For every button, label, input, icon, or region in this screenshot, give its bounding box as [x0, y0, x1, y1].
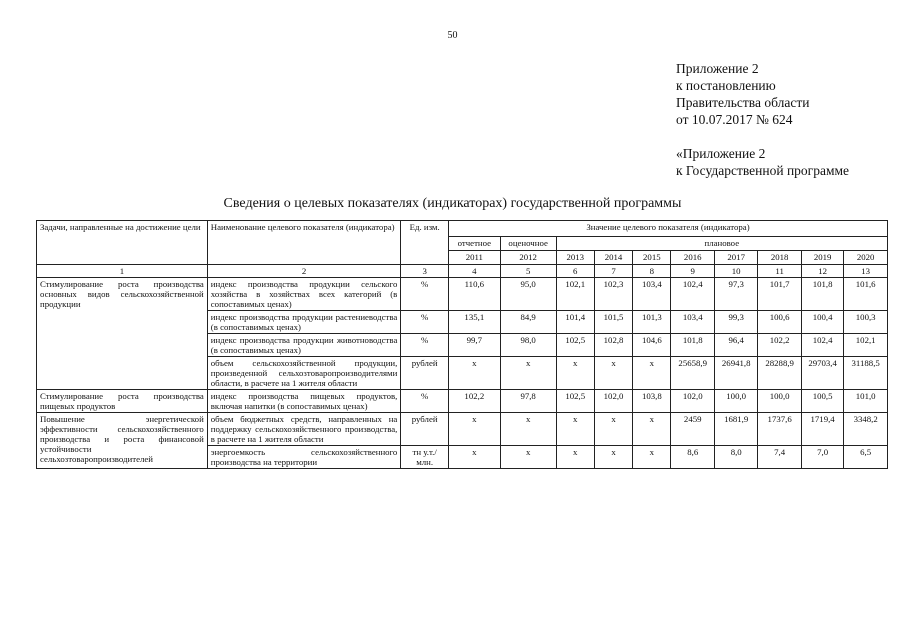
value-cell: 102,2 [758, 334, 801, 357]
value-cell: х [556, 413, 594, 446]
value-cell: 102,1 [844, 334, 888, 357]
column-number: 7 [594, 265, 632, 278]
value-cell: х [594, 446, 632, 469]
value-cell: 100,0 [758, 390, 801, 413]
header-reported: отчетное [448, 237, 500, 251]
value-cell: 29703,4 [801, 357, 843, 390]
column-number: 13 [844, 265, 888, 278]
unit-cell: % [401, 311, 449, 334]
column-number: 11 [758, 265, 801, 278]
value-cell: 28288,9 [758, 357, 801, 390]
value-cell: 100,4 [801, 311, 843, 334]
value-cell: х [633, 413, 671, 446]
column-number: 5 [500, 265, 556, 278]
value-cell: 110,6 [448, 278, 500, 311]
header-unit: Ед. изм. [401, 221, 449, 265]
column-number-row [37, 265, 888, 278]
appendix-line: к Государственной программе [676, 163, 850, 178]
year-cell: 2015 [633, 251, 671, 265]
value-cell: х [500, 357, 556, 390]
value-cell: 1681,9 [714, 413, 757, 446]
value-cell: 102,1 [556, 278, 594, 311]
value-cell: 97,8 [500, 390, 556, 413]
header-estimated: оценочное [500, 237, 556, 251]
value-cell: 8,0 [714, 446, 757, 469]
spacer [676, 128, 849, 145]
value-cell: 100,6 [758, 311, 801, 334]
appendix-line: Правительства области [676, 95, 810, 110]
value-cell: 102,0 [671, 390, 714, 413]
indicator-cell: объем сельскохозяйственной продукции, произведенной сельхозтоваропроизводителями области, в расчете на 1 жителя области [207, 357, 401, 390]
value-cell: 102,5 [556, 390, 594, 413]
value-cell: 101,6 [844, 278, 888, 311]
value-cell: 1719,4 [801, 413, 843, 446]
value-cell: 3348,2 [844, 413, 888, 446]
value-cell: 101,8 [801, 278, 843, 311]
year-cell: 2013 [556, 251, 594, 265]
value-cell: 102,4 [671, 278, 714, 311]
indicator-cell: индекс производства продукции сельского хозяйства в хозяйствах всех категорий (в сопоставимых ценах) [207, 278, 401, 311]
year-cell: 2014 [594, 251, 632, 265]
appendix-line: к постановлению [676, 78, 776, 93]
value-cell: 97,3 [714, 278, 757, 311]
unit-cell: % [401, 278, 449, 311]
appendix-block [676, 60, 849, 179]
value-cell: х [448, 413, 500, 446]
value-cell: 102,3 [594, 278, 632, 311]
value-cell: 101,8 [671, 334, 714, 357]
table-row [37, 413, 888, 446]
column-number: 2 [207, 265, 401, 278]
column-number: 9 [671, 265, 714, 278]
value-cell: 102,2 [448, 390, 500, 413]
column-number: 1 [37, 265, 208, 278]
header-value: Значение целевого показателя (индикатора) [448, 221, 887, 237]
value-cell: х [500, 413, 556, 446]
value-cell: 99,3 [714, 311, 757, 334]
unit-cell: рублей [401, 413, 449, 446]
header-tasks: Задачи, направленные на достижение цели [37, 221, 208, 265]
value-cell: 102,5 [556, 334, 594, 357]
value-cell: 101,5 [594, 311, 632, 334]
value-cell: х [594, 413, 632, 446]
header-row [37, 221, 888, 237]
indicator-cell: индекс производства продукции растениеводства (в сопоставимых ценах) [207, 311, 401, 334]
task-cell: Стимулирование роста производства пищевых продуктов [37, 390, 208, 413]
value-cell: х [448, 446, 500, 469]
indicator-cell: объем бюджетных средств, направленных на поддержку сельскохозяйственного производства, в расчете на 1 жителя области [207, 413, 401, 446]
year-cell: 2011 [448, 251, 500, 265]
year-cell: 2018 [758, 251, 801, 265]
year-cell: 2019 [801, 251, 843, 265]
value-cell: х [633, 357, 671, 390]
value-cell: 1737,6 [758, 413, 801, 446]
indicators-table [36, 220, 888, 469]
value-cell: х [556, 446, 594, 469]
value-cell: 135,1 [448, 311, 500, 334]
column-number: 6 [556, 265, 594, 278]
appendix-line: от 10.07.2017 № 624 [676, 112, 793, 127]
value-cell: х [633, 446, 671, 469]
page-number: 50 [447, 30, 458, 41]
header-indicator: Наименование целевого показателя (индикатора) [207, 221, 401, 265]
value-cell: 8,6 [671, 446, 714, 469]
value-cell: 102,4 [801, 334, 843, 357]
value-cell: 6,5 [844, 446, 888, 469]
column-number: 3 [401, 265, 449, 278]
value-cell: 25658,9 [671, 357, 714, 390]
value-cell: х [500, 446, 556, 469]
year-cell: 2016 [671, 251, 714, 265]
value-cell: 101,4 [556, 311, 594, 334]
column-number: 4 [448, 265, 500, 278]
value-cell: 102,0 [594, 390, 632, 413]
document-title: Сведения о целевых показателях (индикаторах) государственной программы [223, 196, 682, 211]
value-cell: 96,4 [714, 334, 757, 357]
indicator-cell: индекс производства продукции животноводства (в сопоставимых ценах) [207, 334, 401, 357]
table-row [37, 390, 888, 413]
year-cell: 2020 [844, 251, 888, 265]
value-cell: 98,0 [500, 334, 556, 357]
value-cell: 95,0 [500, 278, 556, 311]
column-number: 12 [801, 265, 843, 278]
value-cell: 99,7 [448, 334, 500, 357]
unit-cell: % [401, 390, 449, 413]
column-number: 8 [633, 265, 671, 278]
value-cell: 103,4 [671, 311, 714, 334]
value-cell: 31188,5 [844, 357, 888, 390]
value-cell: 100,5 [801, 390, 843, 413]
indicator-cell: индекс производства пищевых продуктов, включая напитки (в сопоставимых ценах) [207, 390, 401, 413]
appendix-line: «Приложение 2 [676, 146, 766, 161]
appendix-line: Приложение 2 [676, 61, 759, 76]
value-cell: 84,9 [500, 311, 556, 334]
value-cell: х [448, 357, 500, 390]
column-number: 10 [714, 265, 757, 278]
value-cell: х [594, 357, 632, 390]
value-cell: 2459 [671, 413, 714, 446]
value-cell: 101,7 [758, 278, 801, 311]
value-cell: 100,3 [844, 311, 888, 334]
value-cell: 26941,8 [714, 357, 757, 390]
value-cell: 102,8 [594, 334, 632, 357]
value-cell: 103,8 [633, 390, 671, 413]
task-cell: Стимулирование роста производства основных видов сельскохозяйственной продукции [37, 278, 208, 390]
value-cell: 101,0 [844, 390, 888, 413]
value-cell: 100,0 [714, 390, 757, 413]
value-cell: х [556, 357, 594, 390]
value-cell: 103,4 [633, 278, 671, 311]
year-cell: 2017 [714, 251, 757, 265]
unit-cell: рублей [401, 357, 449, 390]
unit-cell: тн у.т./млн. [401, 446, 449, 469]
task-cell: Повышение энергетической эффективности сельскохозяйственного производства и роста финансовой устойчивости сельхозтоваропроизводителей [37, 413, 208, 469]
indicator-cell: энергоемкость сельскохозяйственного производства на территории [207, 446, 401, 469]
value-cell: 7,4 [758, 446, 801, 469]
unit-cell: % [401, 334, 449, 357]
value-cell: 104,6 [633, 334, 671, 357]
value-cell: 7,0 [801, 446, 843, 469]
header-planned: плановое [556, 237, 887, 251]
value-cell: 101,3 [633, 311, 671, 334]
year-cell: 2012 [500, 251, 556, 265]
table-row [37, 278, 888, 311]
